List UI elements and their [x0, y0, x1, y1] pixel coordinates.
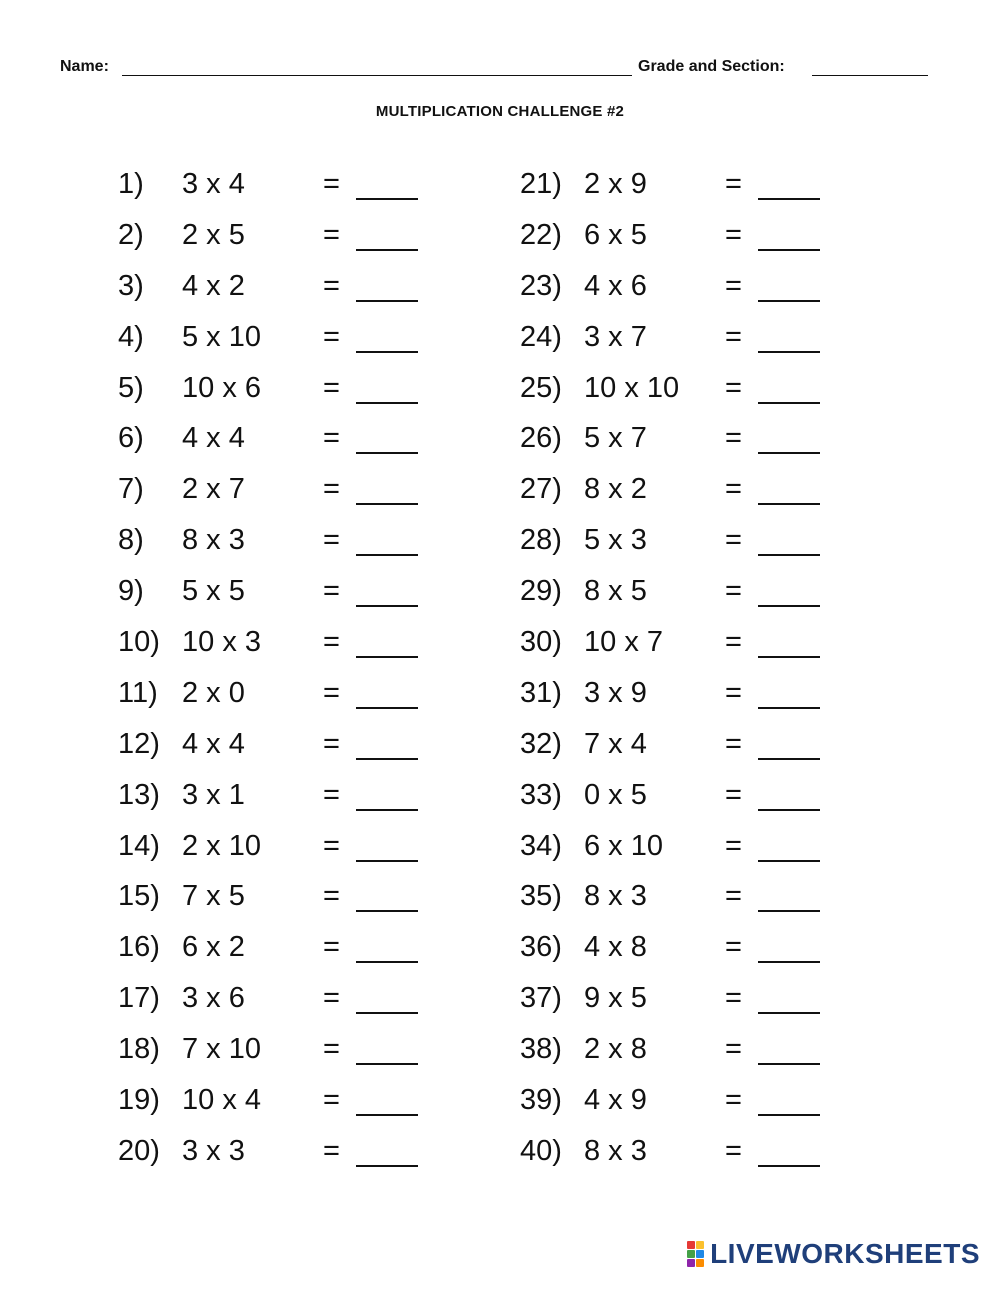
- problem-row: [118, 418, 538, 469]
- equals-sign: =: [323, 1134, 340, 1167]
- logo-block: [696, 1250, 704, 1258]
- problem-expression: 2 x 9: [584, 168, 647, 200]
- problem-column-left: [118, 164, 538, 1182]
- problem-row: [520, 1029, 940, 1080]
- answer-blank[interactable]: [758, 402, 820, 404]
- problem-expression: 2 x 7: [182, 473, 245, 506]
- problem-number: 35): [520, 880, 562, 913]
- answer-blank[interactable]: [356, 249, 418, 251]
- problem-row: [118, 622, 538, 673]
- answer-blank[interactable]: [356, 910, 418, 912]
- answer-blank[interactable]: [758, 1165, 820, 1167]
- answer-blank[interactable]: [758, 605, 820, 607]
- problem-expression: 4 x 6: [584, 269, 647, 302]
- problem-number: 5): [118, 371, 144, 404]
- answer-blank[interactable]: [356, 452, 418, 454]
- problem-number: 13): [118, 778, 160, 811]
- equals-sign: =: [323, 218, 340, 251]
- name-field-line[interactable]: [122, 75, 632, 76]
- problem-expression: 10 x 7: [584, 626, 663, 659]
- problem-expression: 2 x 0: [182, 676, 245, 709]
- problem-row: [118, 876, 538, 927]
- problem-row: [520, 571, 940, 622]
- answer-blank[interactable]: [356, 707, 418, 709]
- name-label: Name:: [60, 58, 109, 75]
- grade-section-field-line[interactable]: [812, 75, 928, 76]
- problem-row: [118, 978, 538, 1029]
- problem-number: 20): [118, 1134, 160, 1167]
- problem-row: [118, 317, 538, 368]
- problem-row: [520, 927, 940, 978]
- problem-expression: 7 x 10: [182, 1033, 261, 1066]
- worksheet-title: MULTIPLICATION CHALLENGE #2: [375, 103, 625, 120]
- problem-row: [520, 775, 940, 826]
- problem-expression: 3 x 6: [182, 982, 245, 1015]
- answer-blank[interactable]: [356, 961, 418, 963]
- problem-number: 22): [520, 218, 562, 251]
- answer-blank[interactable]: [758, 961, 820, 963]
- answer-blank[interactable]: [356, 656, 418, 658]
- problem-row: [520, 469, 940, 520]
- equals-sign: =: [323, 473, 340, 506]
- problem-expression: 2 x 10: [182, 829, 261, 862]
- equals-sign: =: [323, 575, 340, 608]
- problem-number: 8): [118, 524, 144, 557]
- answer-blank[interactable]: [758, 351, 820, 353]
- brand-name: LIVEWORKSHEETS: [710, 1238, 980, 1269]
- equals-sign: =: [323, 524, 340, 557]
- problem-number: 14): [118, 829, 160, 862]
- logo-block: [696, 1241, 704, 1249]
- problem-row: [118, 1080, 538, 1131]
- equals-sign: =: [323, 422, 340, 455]
- problem-number: 1): [118, 168, 144, 200]
- problem-row: [118, 673, 538, 724]
- problem-row: [520, 622, 940, 673]
- answer-blank[interactable]: [356, 503, 418, 505]
- logo-block: [687, 1250, 695, 1258]
- answer-blank[interactable]: [758, 249, 820, 251]
- problem-number: 38): [520, 1033, 562, 1066]
- problem-number: 33): [520, 778, 562, 811]
- problem-expression: 3 x 9: [584, 676, 647, 709]
- problem-row: [520, 520, 940, 571]
- equals-sign: =: [323, 168, 340, 200]
- equals-sign: =: [725, 422, 742, 455]
- equals-sign: =: [725, 218, 742, 251]
- equals-sign: =: [725, 473, 742, 506]
- problem-number: 4): [118, 320, 144, 353]
- equals-sign: =: [323, 727, 340, 760]
- problem-row: [118, 266, 538, 317]
- logo-block: [696, 1259, 704, 1267]
- problem-number: 30): [520, 626, 562, 659]
- equals-sign: =: [725, 371, 742, 404]
- problem-expression: 8 x 3: [584, 1134, 647, 1167]
- answer-blank[interactable]: [356, 1012, 418, 1014]
- answer-blank[interactable]: [356, 809, 418, 811]
- problem-number: 17): [118, 982, 160, 1015]
- grade-section-label: Grade and Section:: [638, 58, 785, 75]
- equals-sign: =: [725, 1084, 742, 1117]
- problem-row: [520, 826, 940, 877]
- equals-sign: =: [323, 320, 340, 353]
- answer-blank[interactable]: [356, 1063, 418, 1065]
- equals-sign: =: [725, 982, 742, 1015]
- equals-sign: =: [725, 320, 742, 353]
- problem-expression: 10 x 3: [182, 626, 261, 659]
- answer-blank[interactable]: [758, 656, 820, 658]
- problem-number: 32): [520, 727, 562, 760]
- problem-number: 27): [520, 473, 562, 506]
- problem-expression: 8 x 3: [584, 880, 647, 913]
- problem-expression: 2 x 8: [584, 1033, 647, 1066]
- problem-expression: 8 x 5: [584, 575, 647, 608]
- answer-blank[interactable]: [758, 707, 820, 709]
- logo-block: [687, 1259, 695, 1267]
- problem-number: 26): [520, 422, 562, 455]
- problem-number: 25): [520, 371, 562, 404]
- answer-blank[interactable]: [356, 605, 418, 607]
- problem-expression: 10 x 6: [182, 371, 261, 404]
- problem-number: 18): [118, 1033, 160, 1066]
- problem-row: [520, 266, 940, 317]
- equals-sign: =: [323, 626, 340, 659]
- equals-sign: =: [323, 931, 340, 964]
- answer-blank[interactable]: [758, 554, 820, 556]
- problem-number: 28): [520, 524, 562, 557]
- problem-expression: 4 x 4: [182, 422, 245, 455]
- problem-row: [118, 775, 538, 826]
- answer-blank[interactable]: [758, 1012, 820, 1014]
- problem-row: [118, 826, 538, 877]
- answer-blank[interactable]: [758, 198, 820, 200]
- answer-blank[interactable]: [356, 554, 418, 556]
- liveworksheets-logo-icon: [687, 1241, 704, 1267]
- liveworksheets-footer: [687, 1237, 980, 1271]
- problem-row: [520, 368, 940, 419]
- problem-row: [118, 1029, 538, 1080]
- logo-block: [687, 1241, 695, 1249]
- equals-sign: =: [725, 931, 742, 964]
- problem-expression: 4 x 2: [182, 269, 245, 302]
- problem-row: [118, 469, 538, 520]
- problem-expression: 8 x 2: [584, 473, 647, 506]
- equals-sign: =: [725, 676, 742, 709]
- problem-number: 12): [118, 727, 160, 760]
- problem-number: 23): [520, 269, 562, 302]
- equals-sign: =: [323, 676, 340, 709]
- equals-sign: =: [323, 1033, 340, 1066]
- problem-number: 31): [520, 676, 562, 709]
- problem-expression: 2 x 5: [182, 218, 245, 251]
- problem-row: [118, 164, 538, 215]
- equals-sign: =: [725, 168, 742, 200]
- problem-row: [118, 520, 538, 571]
- problem-row: [520, 215, 940, 266]
- problem-number: 19): [118, 1084, 160, 1117]
- equals-sign: =: [725, 778, 742, 811]
- problem-expression: 3 x 3: [182, 1134, 245, 1167]
- problem-number: 10): [118, 626, 160, 659]
- answer-blank[interactable]: [356, 860, 418, 862]
- problem-row: [118, 571, 538, 622]
- problem-expression: 6 x 10: [584, 829, 663, 862]
- problem-number: 36): [520, 931, 562, 964]
- answer-blank[interactable]: [356, 402, 418, 404]
- problem-number: 2): [118, 218, 144, 251]
- equals-sign: =: [323, 269, 340, 302]
- problem-expression: 7 x 4: [584, 727, 647, 760]
- answer-blank[interactable]: [758, 860, 820, 862]
- problem-expression: 4 x 4: [182, 727, 245, 760]
- problem-row: [520, 1131, 940, 1182]
- equals-sign: =: [725, 1134, 742, 1167]
- problem-expression: 3 x 4: [182, 168, 245, 200]
- equals-sign: =: [725, 727, 742, 760]
- problem-row: [520, 673, 940, 724]
- problem-number: 34): [520, 829, 562, 862]
- answer-blank[interactable]: [758, 809, 820, 811]
- problem-number: 40): [520, 1134, 562, 1167]
- answer-blank[interactable]: [758, 910, 820, 912]
- equals-sign: =: [725, 1033, 742, 1066]
- problem-expression: 3 x 1: [182, 778, 245, 811]
- problem-number: 6): [118, 422, 144, 455]
- problem-row: [118, 1131, 538, 1182]
- problem-expression: 4 x 9: [584, 1084, 647, 1117]
- problem-number: 21): [520, 168, 562, 200]
- problem-number: 37): [520, 982, 562, 1015]
- problem-column-right: [520, 164, 940, 1182]
- problem-row: [520, 317, 940, 368]
- problem-row: [118, 724, 538, 775]
- problem-row: [520, 418, 940, 469]
- problem-expression: 5 x 3: [584, 524, 647, 557]
- problem-number: 3): [118, 269, 144, 302]
- equals-sign: =: [323, 371, 340, 404]
- problem-grid: [0, 164, 1000, 1184]
- equals-sign: =: [725, 269, 742, 302]
- answer-blank[interactable]: [356, 198, 418, 200]
- answer-blank[interactable]: [758, 503, 820, 505]
- problem-row: [118, 368, 538, 419]
- problem-number: 39): [520, 1084, 562, 1117]
- equals-sign: =: [323, 829, 340, 862]
- problem-expression: 7 x 5: [182, 880, 245, 913]
- problem-row: [118, 215, 538, 266]
- problem-number: 7): [118, 473, 144, 506]
- problem-row: [520, 724, 940, 775]
- answer-blank[interactable]: [758, 758, 820, 760]
- answer-blank[interactable]: [758, 1114, 820, 1116]
- equals-sign: =: [323, 1084, 340, 1117]
- answer-blank[interactable]: [758, 1063, 820, 1065]
- equals-sign: =: [323, 778, 340, 811]
- problem-number: 24): [520, 320, 562, 353]
- equals-sign: =: [323, 982, 340, 1015]
- answer-blank[interactable]: [758, 300, 820, 302]
- problem-expression: 10 x 10: [584, 371, 680, 404]
- problem-expression: 9 x 5: [584, 982, 647, 1015]
- problem-row: [118, 927, 538, 978]
- problem-number: 15): [118, 880, 160, 913]
- problem-number: 11): [118, 676, 158, 709]
- answer-blank[interactable]: [356, 758, 418, 760]
- problem-expression: 3 x 7: [584, 320, 647, 353]
- equals-sign: =: [725, 880, 742, 913]
- problem-expression: 5 x 5: [182, 575, 245, 608]
- equals-sign: =: [323, 880, 340, 913]
- problem-expression: 5 x 10: [182, 320, 261, 353]
- problem-expression: 6 x 2: [182, 931, 245, 964]
- answer-blank[interactable]: [356, 1114, 418, 1116]
- equals-sign: =: [725, 575, 742, 608]
- problem-row: [520, 164, 940, 215]
- equals-sign: =: [725, 626, 742, 659]
- answer-blank[interactable]: [356, 351, 418, 353]
- answer-blank[interactable]: [758, 452, 820, 454]
- problem-expression: 8 x 3: [182, 524, 245, 557]
- problem-number: 9): [118, 575, 144, 608]
- problem-expression: 4 x 8: [584, 931, 647, 964]
- equals-sign: =: [725, 524, 742, 557]
- answer-blank[interactable]: [356, 300, 418, 302]
- problem-expression: 6 x 5: [584, 218, 647, 251]
- problem-expression: 0 x 5: [584, 778, 647, 811]
- problem-expression: 5 x 7: [584, 422, 647, 455]
- answer-blank[interactable]: [356, 1165, 418, 1167]
- equals-sign: =: [725, 829, 742, 862]
- problem-number: 16): [118, 931, 160, 964]
- problem-row: [520, 978, 940, 1029]
- worksheet-header: [60, 58, 930, 82]
- problem-row: [520, 1080, 940, 1131]
- problem-row: [520, 876, 940, 927]
- problem-number: 29): [520, 575, 562, 608]
- problem-expression: 10 x 4: [182, 1084, 261, 1117]
